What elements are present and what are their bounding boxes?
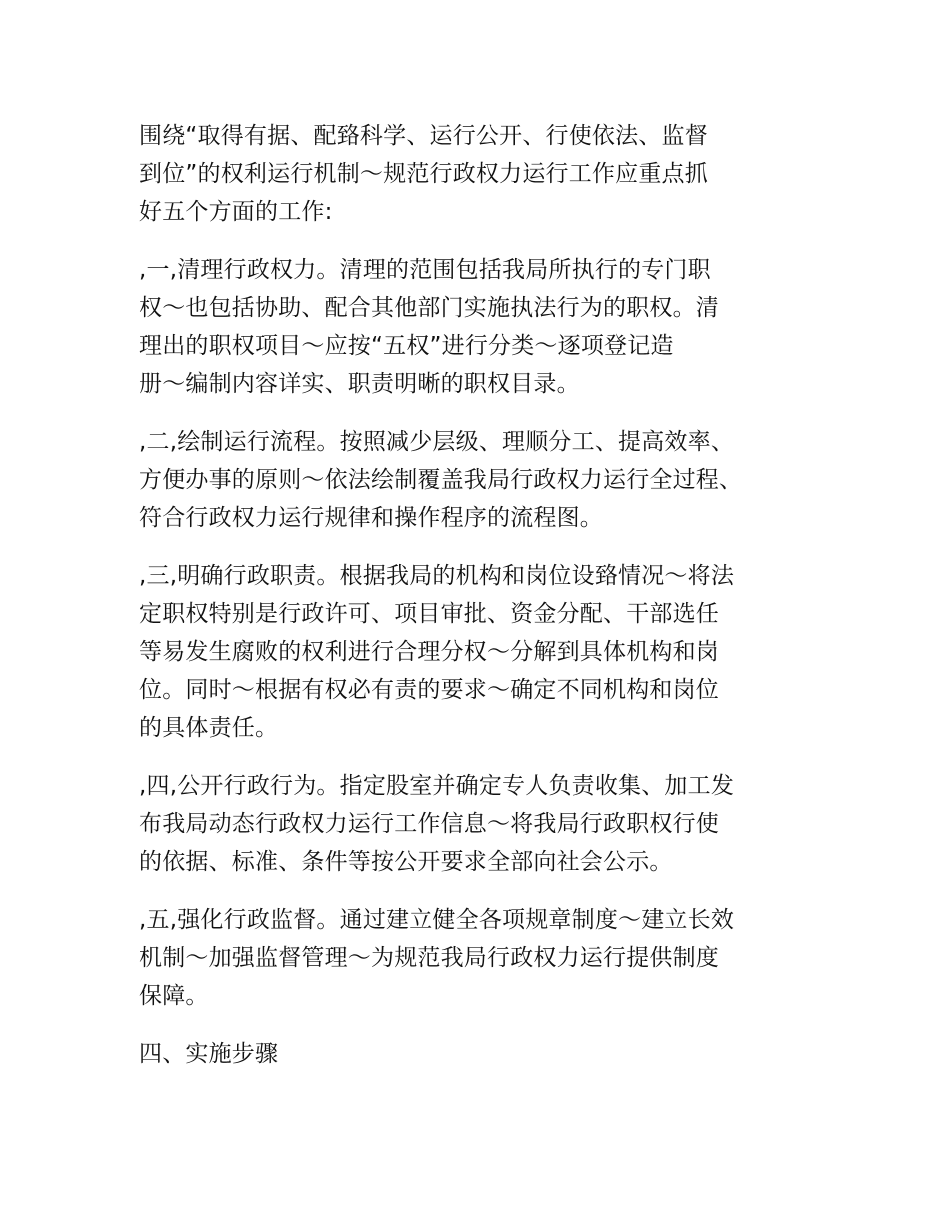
text-line: 册～编制内容详实、职责明晰的职权目录。 xyxy=(139,371,580,397)
text-line: 位。同时～根据有权必有责的要求～确定不同机构和岗位 xyxy=(139,677,719,703)
section-heading xyxy=(139,1035,811,1073)
text-line: 布我局动态行政权力运行工作信息～将我局行政职权行使 xyxy=(139,811,719,837)
text-line: ,五,强化行政监督。通过建立健全各项规章制度～建立长效 xyxy=(139,907,735,933)
paragraph-intro xyxy=(139,117,811,231)
text-line: 的依据、标准、条件等按公开要求全部向社会公示。 xyxy=(139,849,673,875)
text-line: ,一,清理行政权力。清理的范围包括我局所执行的专门职 xyxy=(139,257,711,283)
text-line: ,三,明确行政职责。根据我局的机构和岗位设臵情况～将法 xyxy=(139,563,735,589)
document-body xyxy=(139,117,811,1093)
paragraph-item-1 xyxy=(139,251,811,403)
text-line: 机制～加强监督管理～为规范我局行政权力运行提供制度 xyxy=(139,945,719,971)
text-line: ,二,绘制运行流程。按照减少层级、理顺分工、提高效率、 xyxy=(139,429,735,455)
text-line: 好五个方面的工作: xyxy=(139,199,333,225)
text-line: 方便办事的原则～依法绘制覆盖我局行政权力运行全过程、 xyxy=(139,467,743,493)
text-line: 定职权特别是行政许可、项目审批、资金分配、干部选任 xyxy=(139,601,719,627)
paragraph-item-3 xyxy=(139,557,811,747)
paragraph-item-2 xyxy=(139,423,811,537)
text-line: 围绕“取得有据、配臵科学、运行公开、行使依法、监督 xyxy=(139,123,708,149)
text-line: 保障。 xyxy=(139,983,209,1009)
text-line: 的具体责任。 xyxy=(139,715,279,741)
section-heading-text: 四、实施步骤 xyxy=(139,1041,279,1067)
text-line: 权～也包括协助、配合其他部门实施执法行为的职权。清 xyxy=(139,295,719,321)
text-line: 等易发生腐败的权利进行合理分权～分解到具体机构和岗 xyxy=(139,639,719,665)
text-line: 到位”的权利运行机制～规范行政权力运行工作应重点抓 xyxy=(139,161,708,187)
text-line: ,四,公开行政行为。指定股室并确定专人负责收集、加工发 xyxy=(139,773,735,799)
paragraph-item-5 xyxy=(139,901,811,1015)
paragraph-item-4 xyxy=(139,767,811,881)
text-line: 理出的职权项目～应按“五权”进行分类～逐项登记造 xyxy=(139,333,674,359)
text-line: 符合行政权力运行规律和操作程序的流程图。 xyxy=(139,505,603,531)
